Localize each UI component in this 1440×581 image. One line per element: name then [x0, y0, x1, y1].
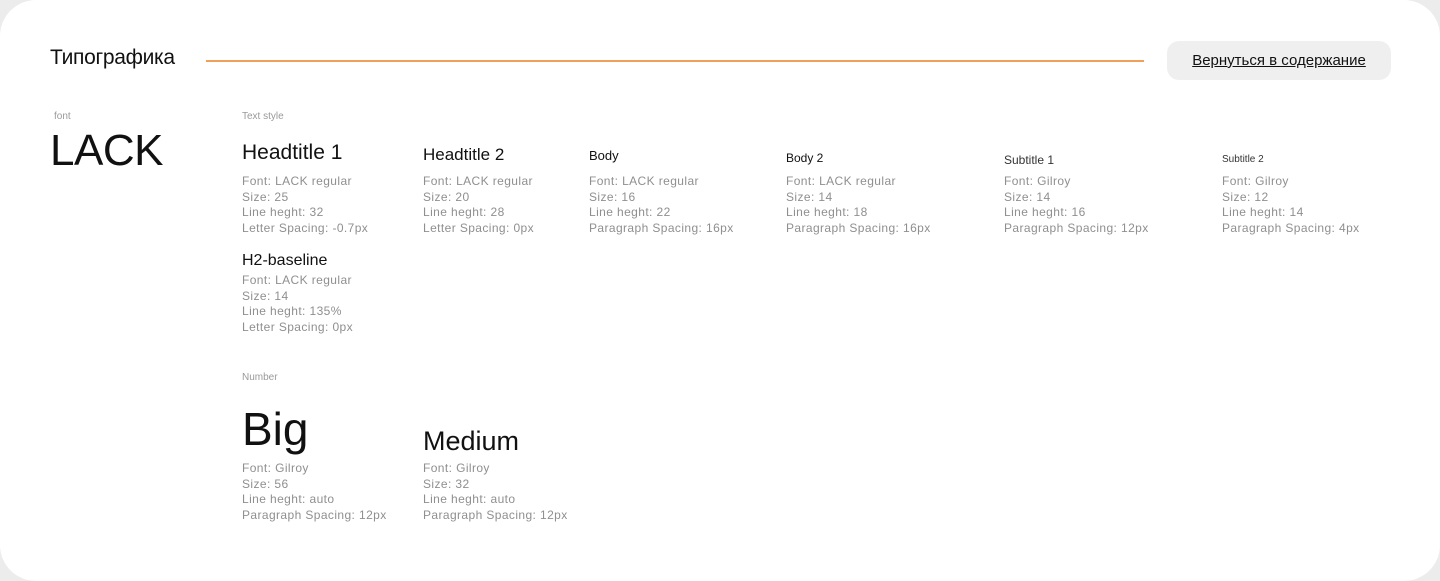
- spec-line: Font: Gilroy: [1004, 174, 1071, 188]
- number-title-medium: Medium: [423, 426, 520, 456]
- style-specs-headtitle-2: [423, 174, 534, 236]
- spec-line: Font: LACK regular: [589, 174, 699, 188]
- spec-line: Line heght: auto: [242, 492, 335, 506]
- style-specs-h2-baseline: [242, 273, 353, 335]
- page-title: Типографика: [50, 46, 175, 69]
- spec-line: Size: 16: [589, 189, 636, 204]
- spec-line: Font: Gilroy: [1222, 174, 1289, 188]
- spec-line: Paragraph Spacing: 12px: [242, 507, 387, 522]
- spec-line: Line heght: 22: [589, 205, 671, 219]
- spec-line: Size: 25: [242, 189, 289, 204]
- spec-line: Line heght: auto: [423, 492, 516, 506]
- spec-line: Letter Spacing: 0px: [423, 220, 535, 235]
- spec-line: Line heght: 32: [242, 205, 324, 219]
- spec-line: Line heght: 135%: [242, 304, 342, 318]
- style-title-subtitle-2: Subtitle 2: [1222, 154, 1264, 165]
- spec-line: Size: 56: [242, 476, 289, 491]
- spec-line: Paragraph Spacing: 12px: [1004, 220, 1149, 235]
- spec-line: Font: Gilroy: [423, 461, 490, 475]
- spec-line: Size: 14: [786, 189, 833, 204]
- spec-line: Size: 14: [1004, 189, 1051, 204]
- number-label: Number: [242, 372, 278, 383]
- spec-line: Size: 20: [423, 189, 470, 204]
- style-title-headtitle-2: Headtitle 2: [423, 145, 505, 164]
- spec-line: Paragraph Spacing: 12px: [423, 507, 568, 522]
- font-label: font: [54, 111, 71, 122]
- number-specs-medium: [423, 461, 568, 523]
- spec-line: Paragraph Spacing: 4px: [1222, 220, 1360, 235]
- spec-line: Font: LACK regular: [423, 174, 533, 188]
- spec-line: Size: 12: [1222, 189, 1269, 204]
- spec-line: Letter Spacing: 0px: [242, 319, 354, 334]
- spec-line: Line heght: 16: [1004, 205, 1086, 219]
- text-style-label: Text style: [242, 111, 284, 122]
- spec-line: Size: 14: [242, 288, 289, 303]
- style-specs-body: [589, 174, 734, 236]
- style-specs-subtitle-1: [1004, 174, 1149, 236]
- back-to-contents-button[interactable]: Вернуться в содержание: [1167, 41, 1391, 80]
- number-specs-big: [242, 461, 387, 523]
- spec-line: Font: Gilroy: [242, 461, 309, 475]
- spec-line: Font: LACK regular: [242, 174, 352, 188]
- style-title-body-2: Body 2: [786, 151, 824, 165]
- spec-line: Font: LACK regular: [242, 273, 352, 287]
- spec-line: Line heght: 14: [1222, 205, 1304, 219]
- spec-line: Paragraph Spacing: 16px: [589, 220, 734, 235]
- style-title-body: Body: [589, 148, 619, 163]
- style-specs-body-2: [786, 174, 931, 236]
- spec-line: Line heght: 18: [786, 205, 868, 219]
- spec-line: Paragraph Spacing: 16px: [786, 220, 931, 235]
- style-specs-subtitle-2: [1222, 174, 1360, 236]
- style-title-headtitle-1: Headtitle 1: [242, 141, 343, 164]
- style-title-h2-baseline: H2-baseline: [242, 252, 328, 269]
- spec-line: Line heght: 28: [423, 205, 505, 219]
- font-name-sample: LACK: [50, 126, 163, 175]
- title-divider-line: [206, 60, 1144, 62]
- spec-line: Letter Spacing: -0.7px: [242, 220, 369, 235]
- style-specs-headtitle-1: [242, 174, 368, 236]
- spec-line: Font: LACK regular: [786, 174, 896, 188]
- style-title-subtitle-1: Subtitle 1: [1004, 153, 1055, 167]
- number-title-big: Big: [242, 403, 309, 455]
- spec-line: Size: 32: [423, 476, 470, 491]
